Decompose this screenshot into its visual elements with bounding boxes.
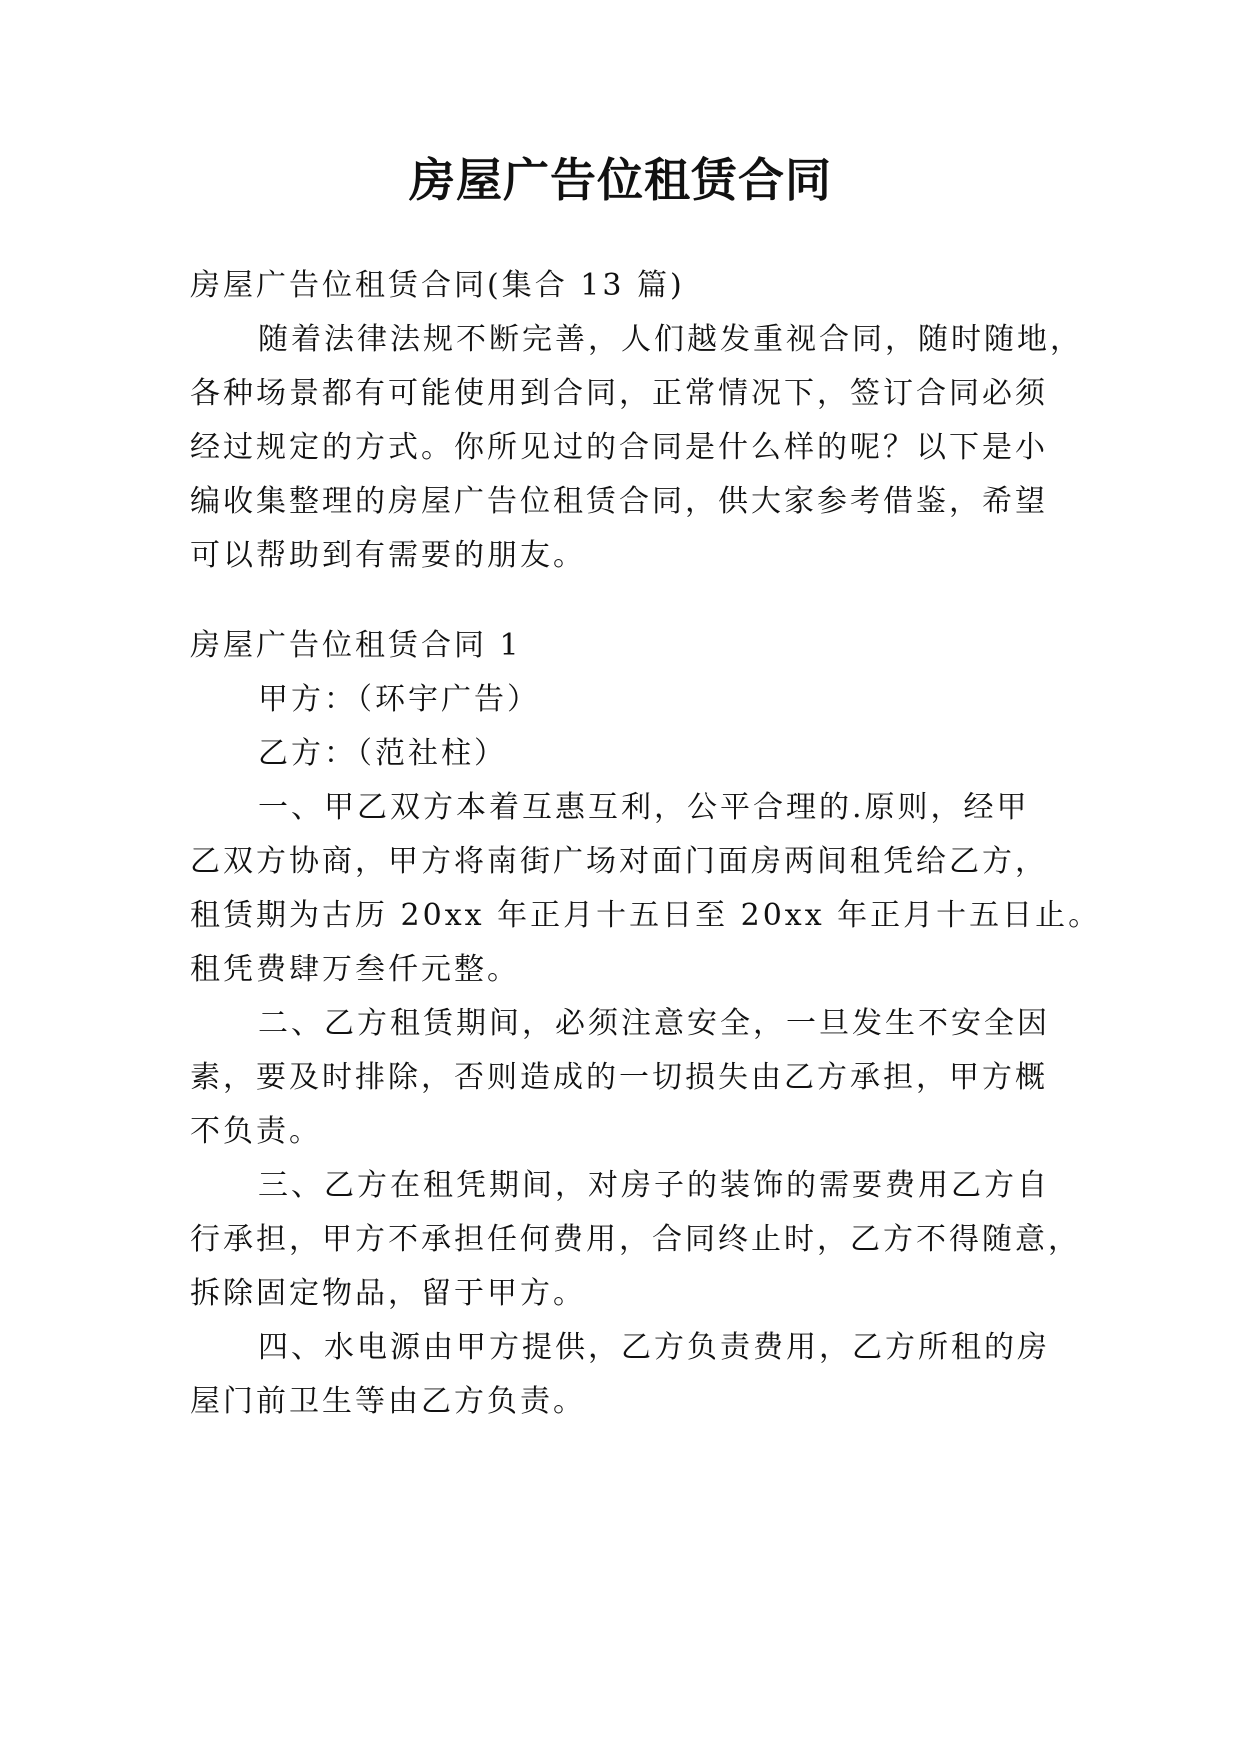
intro-line: 编收集整理的房屋广告位租赁合同，供大家参考借鉴，希望 bbox=[190, 484, 1048, 519]
clause-4-line: 屋门前卫生等由乙方负责。 bbox=[190, 1384, 586, 1419]
clause-2-line: 二、乙方租赁期间，必须注意安全，一旦发生不安全因 bbox=[258, 1006, 1050, 1041]
clause-2-line: 素，要及时排除，否则造成的一切损失由乙方承担，甲方概 bbox=[190, 1060, 1048, 1095]
clause-1-line: 租赁期为古历 20xx 年正月十五日至 20xx 年正月十五日止。 bbox=[190, 898, 1102, 933]
intro-line: 各种场景都有可能使用到合同，正常情况下，签订合同必须 bbox=[190, 376, 1048, 411]
clause-3-line: 行承担，甲方不承担任何费用，合同终止时，乙方不得随意， bbox=[190, 1222, 1081, 1257]
clause-3-line: 拆除固定物品，留于甲方。 bbox=[190, 1276, 586, 1311]
intro-line: 随着法律法规不断完善，人们越发重视合同，随时随地， bbox=[258, 322, 1083, 357]
clause-2-line: 不负责。 bbox=[190, 1114, 322, 1149]
clause-1-line: 租凭费肆万叁仟元整。 bbox=[190, 952, 520, 987]
intro-line: 可以帮助到有需要的朋友。 bbox=[190, 538, 586, 573]
party-a: 甲方：（环宇广告） bbox=[258, 682, 540, 717]
party-b: 乙方：（范社柱） bbox=[258, 736, 507, 771]
contract-heading: 房屋广告位租赁合同 1 bbox=[190, 628, 522, 663]
collection-heading: 房屋广告位租赁合同(集合 13 篇) bbox=[190, 268, 685, 303]
clause-3-line: 三、乙方在租凭期间，对房子的装饰的需要费用乙方自 bbox=[258, 1168, 1050, 1203]
clause-4-line: 四、水电源由甲方提供，乙方负责费用，乙方所租的房 bbox=[258, 1330, 1050, 1365]
clause-1-line: 乙双方协商，甲方将南街广场对面门面房两间租凭给乙方， bbox=[190, 844, 1048, 879]
clause-1-line: 一、甲乙双方本着互惠互利，公平合理的.原则，经甲 bbox=[258, 790, 1030, 825]
intro-line: 经过规定的方式。你所见过的合同是什么样的呢？以下是小 bbox=[190, 430, 1048, 465]
document-title: 房屋广告位租赁合同 bbox=[409, 153, 832, 207]
